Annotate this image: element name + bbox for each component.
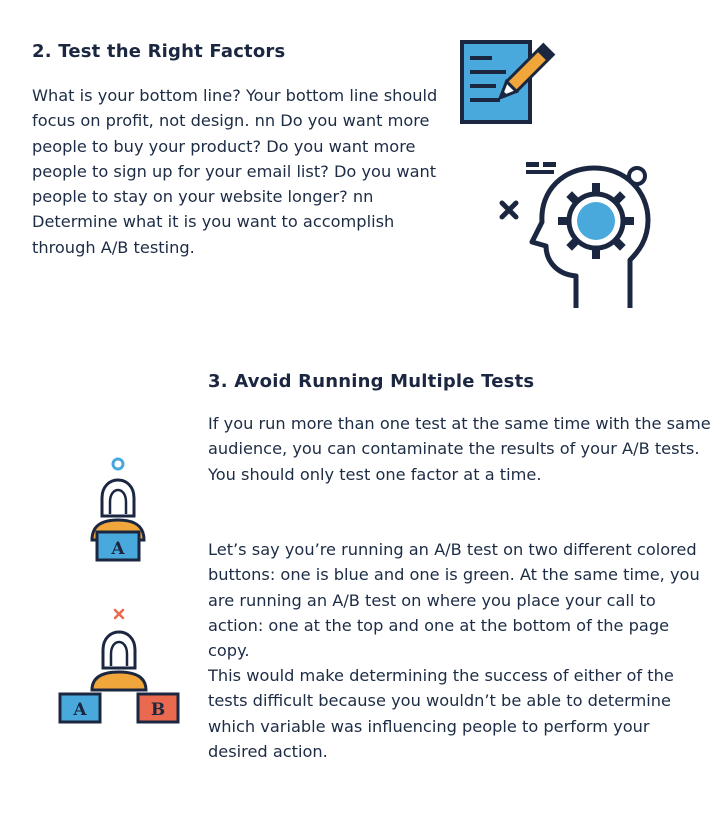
section-3-paragraph-3: This would make determining the success of either of the tests difficult because you wouldn’t be able to determine which variable was influencing people to perform your desired action. [208,666,674,761]
head-gear-icon [496,148,676,313]
laptop-a-label: A [73,700,87,720]
document-pencil-icon [458,38,558,128]
person-laptops-ab-icon [56,606,186,726]
person-laptop-a-icon [82,454,162,564]
section-3-paragraph-2: Let’s say you’re running an A/B test on two different colored buttons: one is blue and one is green. At the same time, you are running an A/B test on where you place your call to action: one at the top and one at the bottom of the page copy. [208,540,700,661]
section-3-paragraph-1: If you run more than one test at the same time with the same audience, you can contaminate the results of your A/B tests. You should only test one factor at a time. [208,414,711,484]
laptop-b-label: B [150,700,166,720]
section-2-paragraph: What is your bottom line? Your bottom line should focus on profit, not design. nn Do you want more people to buy your product? Do you want more people to sign up for your email list? Do you want people to stay on your website longer? nn Determine what it is you want to accomplish through A/B testing. [32,86,438,257]
section-3-heading: 3. Avoid Running Multiple Tests [208,371,535,392]
laptop-a-label: A [111,539,125,559]
section-2-heading: 2. Test the Right Factors [32,41,286,62]
